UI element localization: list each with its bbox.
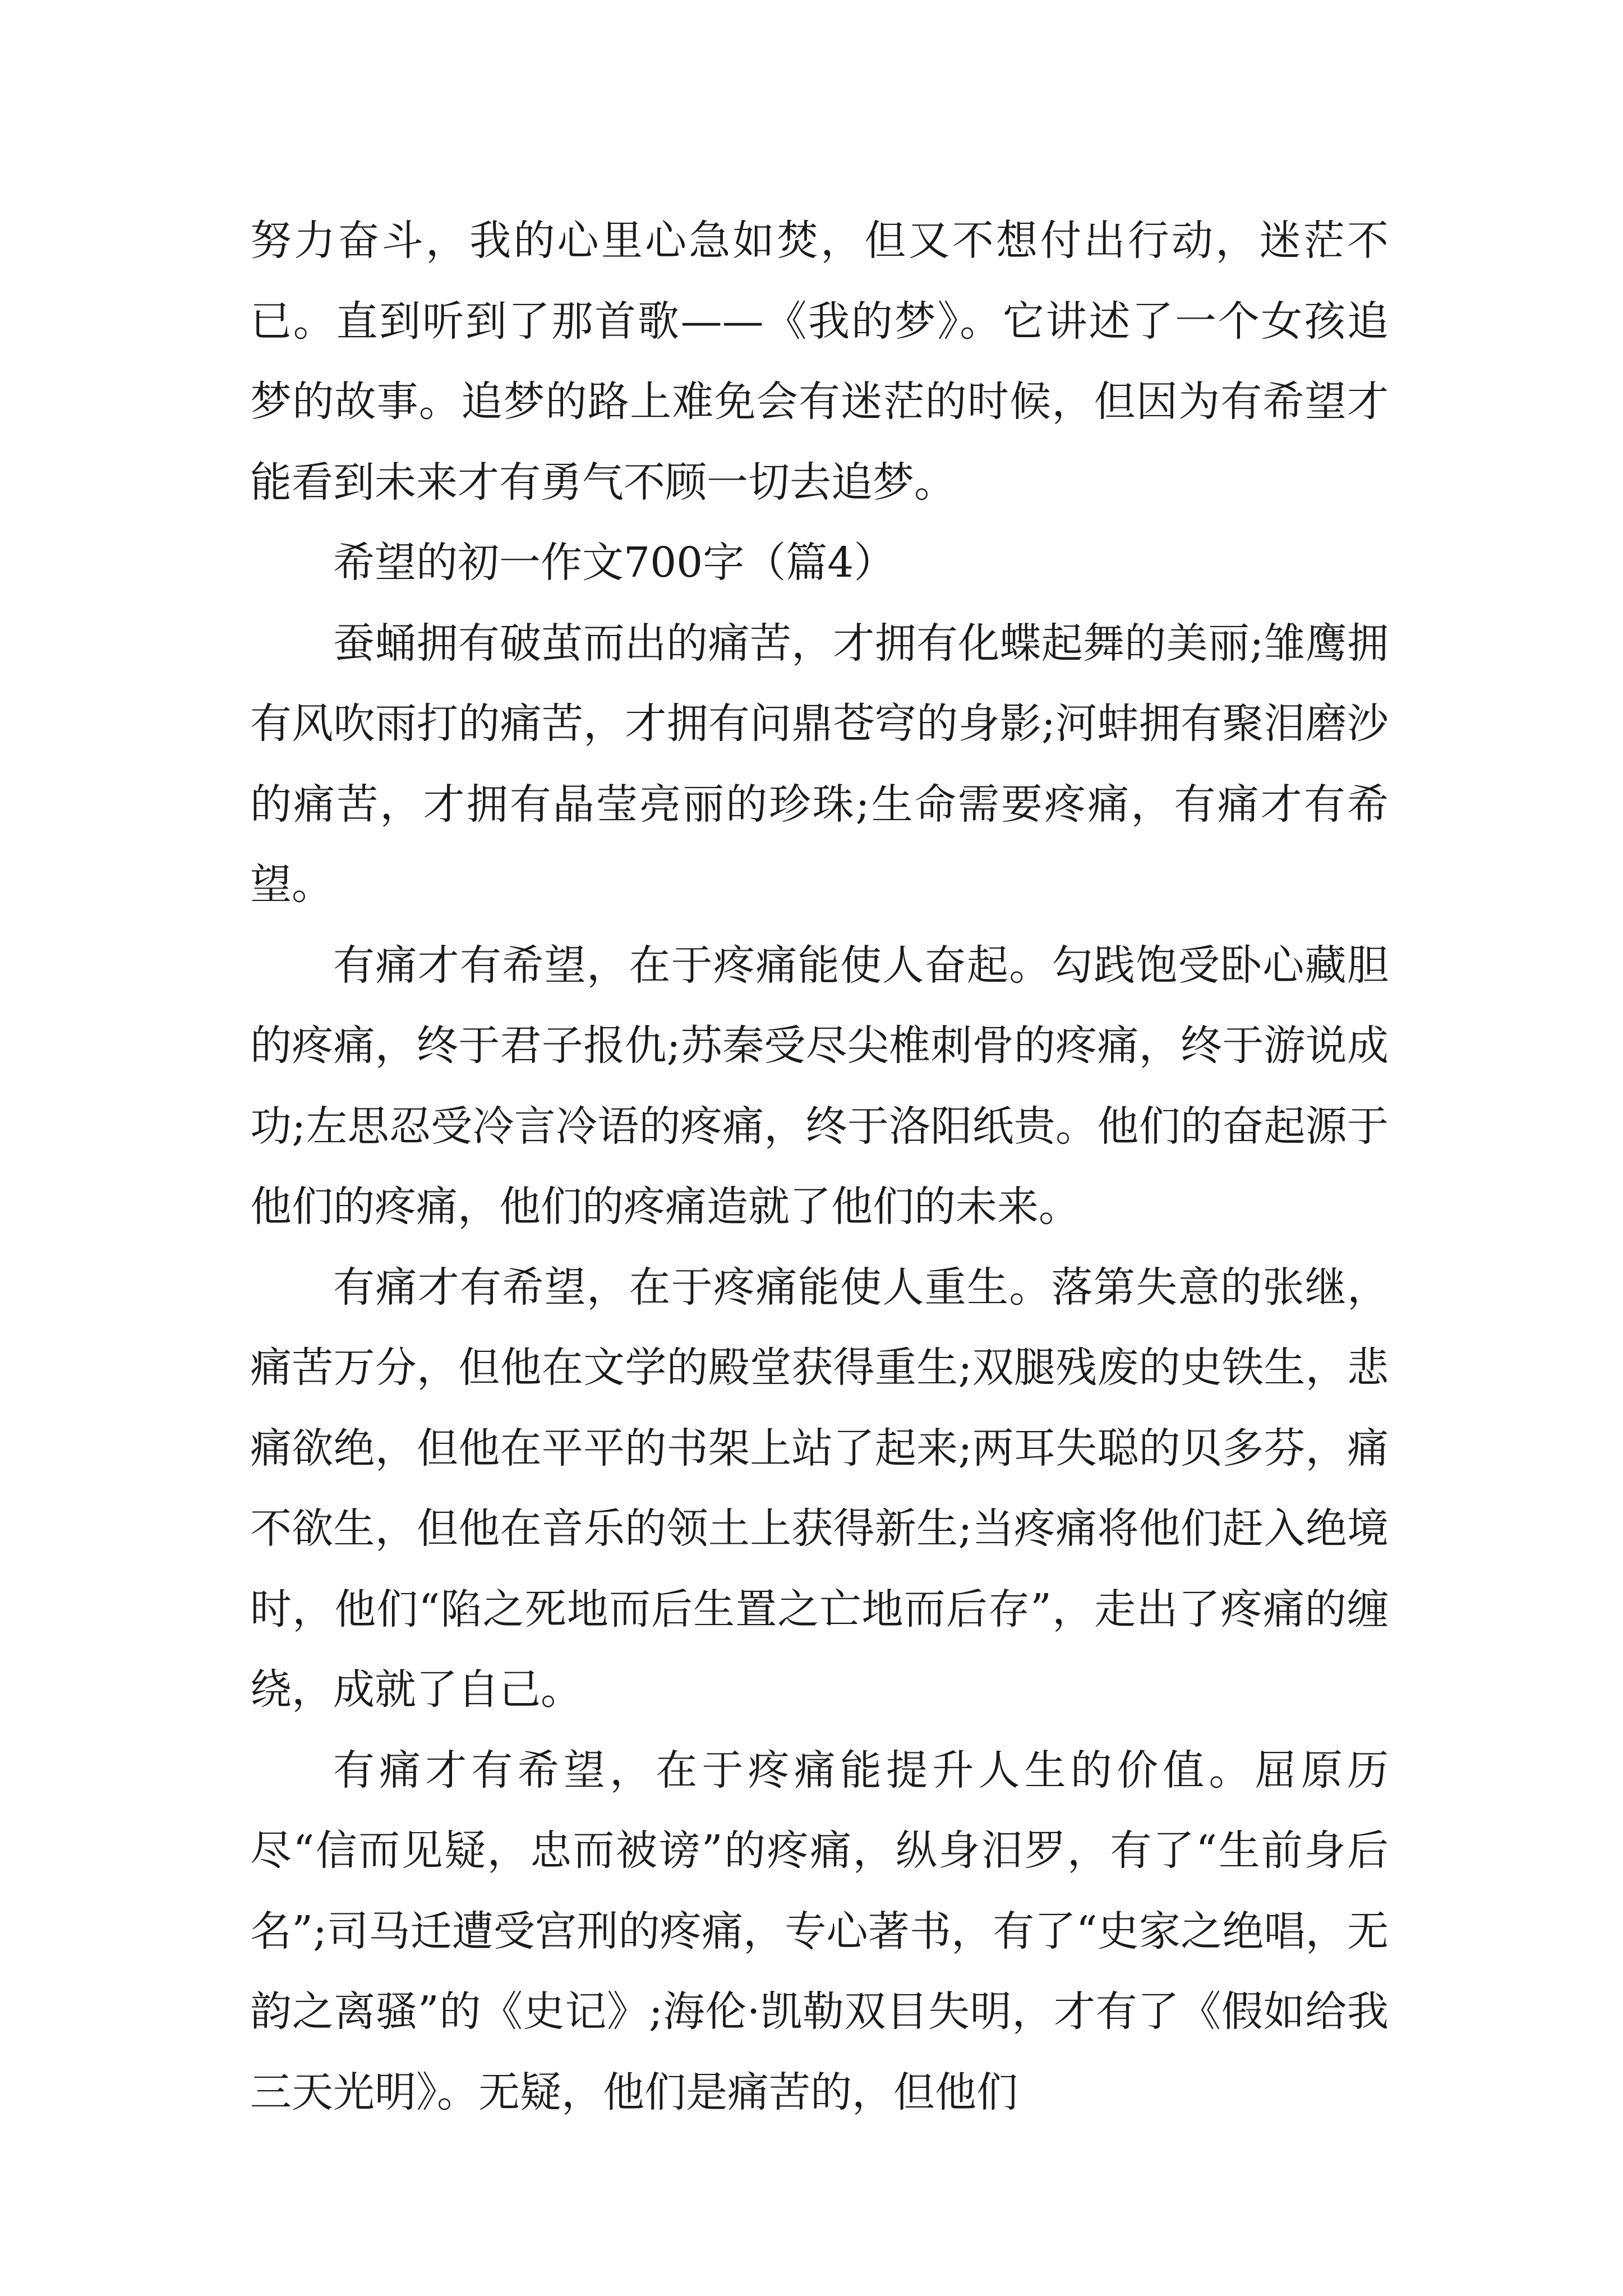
paragraph-3: 有痛才有希望，在于疼痛能使人重生。落第失意的张继，痛苦万分，但他在文学的殿堂获得重生;双腿残废的史铁生，悲痛欲绝，但他在平平的书架上站了起来;两耳失聪的贝多芬，痛不欲生，但他在音乐的领土上获得新生;当疼痛将他们赶入绝境时，他们“陷之死地而后生置之亡地而后存”，走出了疼痛的缠绕，成就了自己。: [250, 1263, 1389, 1714]
paragraph-4: 有痛才有希望，在于疼痛能提升人生的价值。屈原历尽“信而见疑，忠而被谤”的疼痛，纵身汨罗，有了“生前身后名”;司马迁遭受宫刑的疼痛，专心著书，有了“史家之绝唱，无韵之离骚”的《史记》;海伦·凯勒双目失明，才有了《假如给我三天光明》。无疑，他们是痛苦的，但他们: [250, 1746, 1389, 2116]
paragraph-continuation: 努力奋斗，我的心里心急如焚，但又不想付出行动，迷茫不已。直到听到了那首歌——《我的梦》。它讲述了一个女孩追梦的故事。追梦的路上难免会有迷茫的时候，但因为有希望才能看到未来才有勇气不顾一切去追梦。: [250, 217, 1389, 507]
article-body: [250, 201, 1389, 2133]
paragraph-1: 蚕蛹拥有破茧而出的痛苦，才拥有化蝶起舞的美丽;雏鹰拥有风吹雨打的痛苦，才拥有问鼎苍穹的身影;河蚌拥有聚泪磨沙的痛苦，才拥有晶莹亮丽的珍珠;生命需要疼痛，有痛才有希望。: [250, 619, 1389, 909]
section-heading: 希望的初一作文700字（篇4）: [333, 539, 896, 587]
paragraph-2: 有痛才有希望，在于疼痛能使人奋起。勾践饱受卧心藏胆的疼痛，终于君子报仇;苏秦受尽尖椎刺骨的疼痛，终于游说成功;左思忍受冷言冷语的疼痛，终于洛阳纸贵。他们的奋起源于他们的疼痛，他们的疼痛造就了他们的未来。: [250, 941, 1389, 1231]
